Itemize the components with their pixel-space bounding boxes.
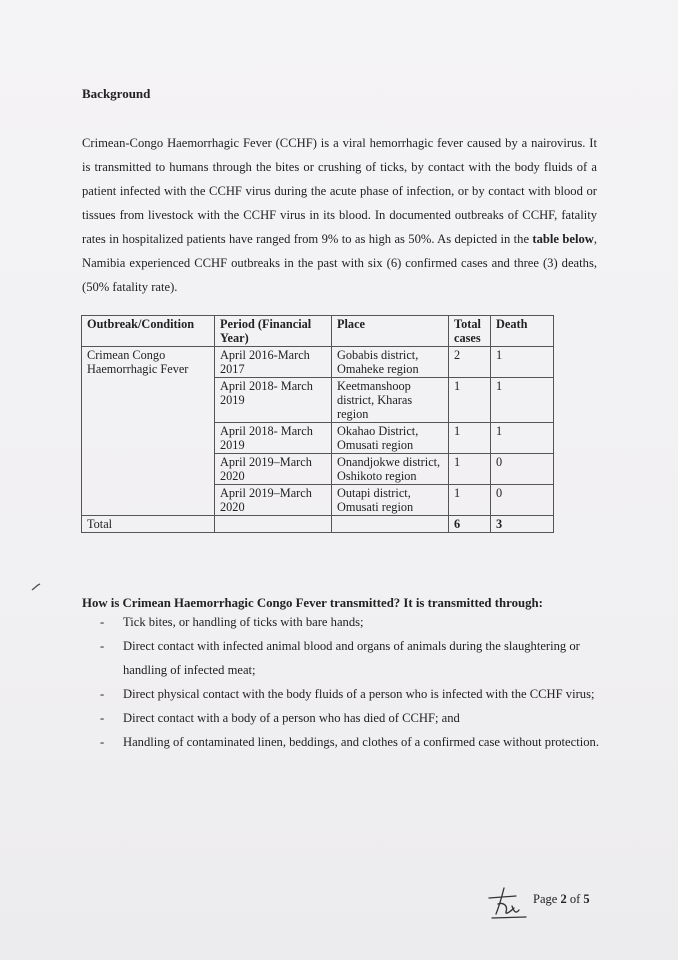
cases-cell: 1 <box>449 378 491 423</box>
bullet-dash: - <box>100 639 105 653</box>
list-item-text: Direct physical contact with the body fluids of a person who is infected with the CCHF virus; <box>123 687 595 701</box>
section-heading: Background <box>82 86 151 101</box>
total-death-value: 3 <box>491 516 554 533</box>
place-cell: Okahao District, Omusati region <box>332 423 449 454</box>
cases-cell: 1 <box>449 454 491 485</box>
list-item <box>100 682 600 706</box>
cases-cell: 1 <box>449 423 491 454</box>
page-number-footer <box>533 892 590 907</box>
bullet-dash: - <box>100 687 105 701</box>
header-total-cases: Total cases <box>449 316 491 347</box>
paragraph-text-start: Crimean-Congo Haemorrhagic Fever (CCHF) is a viral hemorrhagic fever caused by a nairovirus. It is transmitted to humans through the bites or crushing of ticks, by contact with the body fluids of a patient infected with the CCHF virus during the acute phase of infection, or by contact with blood or tissues from livestock with the CCHF virus in its blood. In documented outbreaks of CCHF, fatality rates in hospitalized patients have ranged from 9% to as high as 50%. As depicted in the <box>82 136 597 246</box>
paragraph-text-end: , Namibia experienced CCHF outbreaks in the past with six (6) confirmed cases and three (3) deaths, (50% fatality rate). <box>82 232 597 294</box>
transmission-question: How is Crimean Haemorrhagic Congo Fever transmitted? It is transmitted through: <box>82 596 543 610</box>
death-cell: 1 <box>491 423 554 454</box>
table-header-row <box>82 316 554 347</box>
header-outbreak: Outbreak/Condition <box>82 316 215 347</box>
cases-cell: 2 <box>449 347 491 378</box>
death-cell: 0 <box>491 454 554 485</box>
transmission-list <box>100 610 600 754</box>
outbreak-table <box>81 315 554 533</box>
list-item <box>100 730 600 754</box>
footer-page-prefix: Page <box>533 892 561 906</box>
background-paragraph <box>82 131 597 299</box>
paragraph-bold-ref: table below <box>532 232 594 246</box>
period-cell: April 2019–March 2020 <box>215 485 332 516</box>
condition-cell: Crimean Congo Haemorrhagic Fever <box>82 347 215 516</box>
table-row <box>82 347 554 378</box>
footer-current-page: 2 <box>560 892 567 906</box>
handwritten-initials-signature <box>486 884 534 924</box>
list-item-text: Handling of contaminated linen, beddings, and clothes of a confirmed case without protection. <box>123 735 599 749</box>
place-cell: Gobabis district, Omaheke region <box>332 347 449 378</box>
header-place: Place <box>332 316 449 347</box>
period-cell: April 2018- March 2019 <box>215 423 332 454</box>
footer-of: of <box>566 892 584 906</box>
ink-speck-mark <box>30 582 42 592</box>
total-row <box>82 516 554 533</box>
list-item-text: Direct contact with a body of a person who has died of CCHF; and <box>123 711 460 725</box>
list-item-text: Tick bites, or handling of ticks with bare hands; <box>123 615 364 629</box>
header-period: Period (Financial Year) <box>215 316 332 347</box>
cases-cell: 1 <box>449 485 491 516</box>
bullet-dash: - <box>100 735 105 749</box>
death-cell: 0 <box>491 485 554 516</box>
period-cell: April 2018- March 2019 <box>215 378 332 423</box>
list-item <box>100 610 600 634</box>
bullet-dash: - <box>100 711 105 725</box>
footer-total-pages: 5 <box>583 892 590 906</box>
list-item <box>100 634 600 682</box>
total-empty-cell <box>332 516 449 533</box>
place-cell: Outapi district, Omusati region <box>332 485 449 516</box>
list-item <box>100 706 600 730</box>
place-cell: Onandjokwe district, Oshikoto region <box>332 454 449 485</box>
list-item-text: Direct contact with infected animal blood and organs of animals during the slaughtering or handling of infected meat; <box>123 639 580 677</box>
total-cases-value: 6 <box>449 516 491 533</box>
period-cell: April 2019–March 2020 <box>215 454 332 485</box>
death-cell: 1 <box>491 378 554 423</box>
bullet-dash: - <box>100 615 105 629</box>
period-cell: April 2016-March 2017 <box>215 347 332 378</box>
header-death: Death <box>491 316 554 347</box>
total-label: Total <box>82 516 215 533</box>
death-cell: 1 <box>491 347 554 378</box>
total-empty-cell <box>215 516 332 533</box>
place-cell: Keetmanshoop district, Kharas region <box>332 378 449 423</box>
